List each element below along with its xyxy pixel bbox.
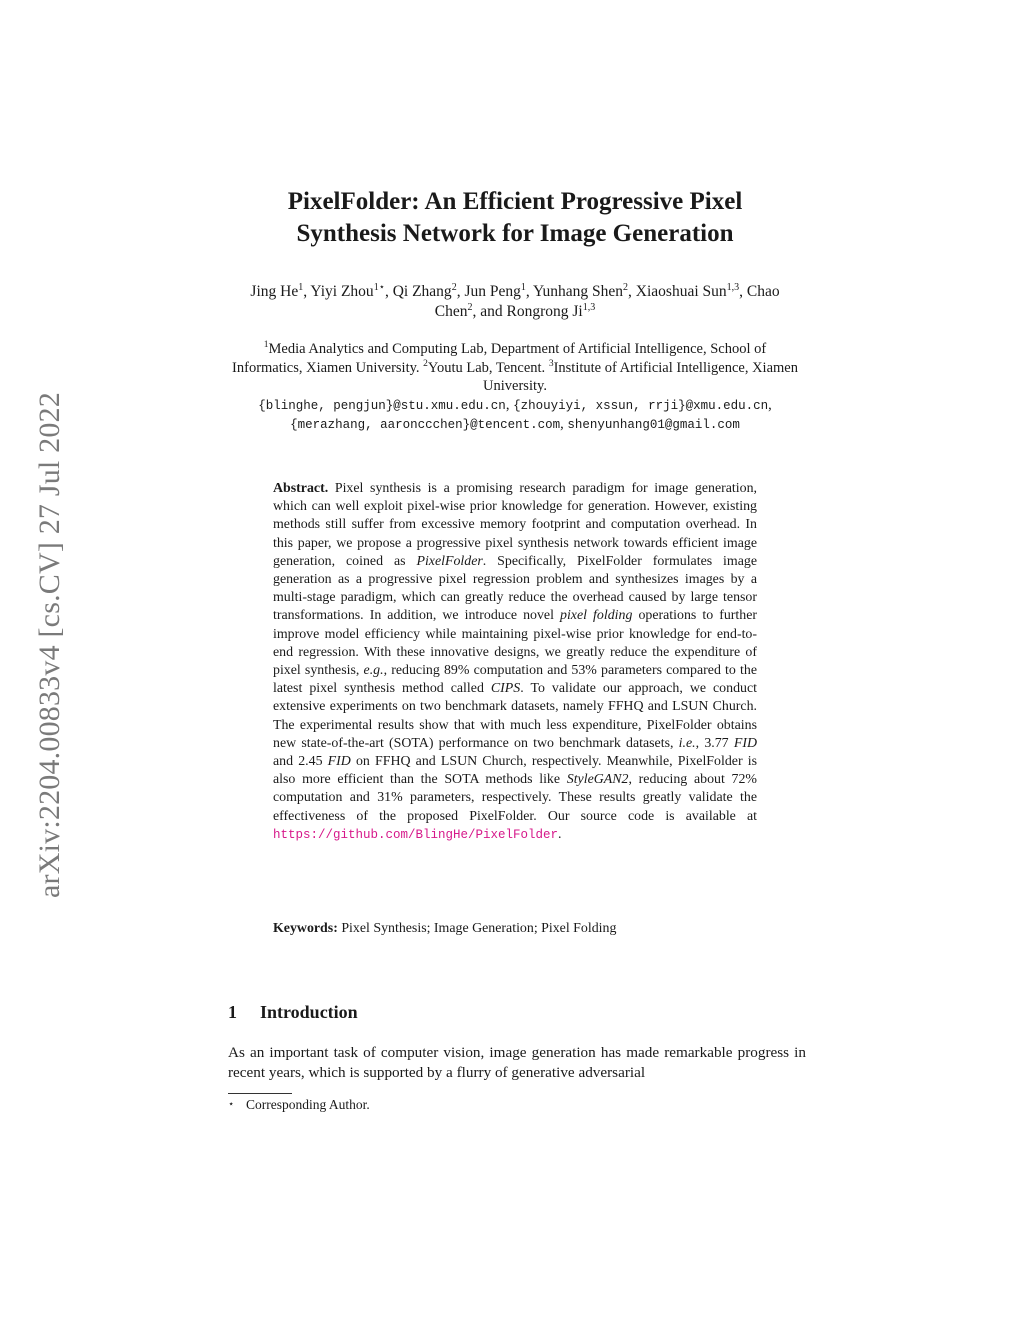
abstract-emphasis: StyleGAN2 bbox=[566, 772, 629, 788]
arxiv-identifier-stamp: arXiv:2204.00833v4 [cs.CV] 27 Jul 2022 bbox=[33, 392, 66, 898]
author-affil-mark: 2 bbox=[467, 301, 473, 313]
section-heading bbox=[228, 1000, 802, 1024]
affiliation-mark: 1 bbox=[263, 340, 269, 351]
paper-title-line-1: PixelFolder: An Efficient Progressive Pixel bbox=[287, 188, 743, 215]
footnote-text: Corresponding Author. bbox=[246, 1097, 370, 1112]
affiliations-block: $^1$Media Analytics and Computing Lab, Department of Artificial Intelligence, School of Informatics, Xiamen University. $^2$Youtu Lab, Tencent. $^3$Institute of Artificial Intelligence, Xiamen University. {blinghe, pengjun}@stu.xmu.edu.cn, {zhouyiyi, xssun, rrji}@xmu.edu.cn, {merazhang, aaronccchen}@tencent.com, shenyunhang01@gmail.com bbox=[232, 340, 798, 432]
email-address[interactable]: {zhouyiyi, xssun, rrji}@xmu.edu.cn bbox=[513, 398, 769, 413]
abstract-emphasis: pixel folding bbox=[560, 608, 633, 624]
affiliation-mark: 3 bbox=[548, 358, 554, 369]
author-list: Jing He$^1$, Yiyi Zhou$^{1⋆}$, Qi Zhang$^2$, Jun Peng$^1$, Yunhang Shen$^2$, Xiaoshuai Sun$^{1,3}$, Chao Chen$^2$, and Rongrong Ji$^{1,3}$ bbox=[250, 281, 780, 320]
author-affil-mark: 1,3 bbox=[726, 281, 740, 293]
abstract-text: , 3.77 bbox=[695, 735, 729, 751]
abstract-emphasis: FID bbox=[733, 735, 757, 751]
author-name: Chao Chen bbox=[434, 283, 780, 320]
abstract-text: . bbox=[558, 826, 562, 842]
abstract-text: , reducing about 72% computation and 31% parameters, respectively. These results greatly validate the effectiveness of the proposed PixelFolder. Our source code is available at bbox=[273, 772, 757, 824]
section-title: Introduction bbox=[260, 1002, 358, 1022]
abstract-emphasis: i.e. bbox=[678, 735, 696, 751]
paper-title bbox=[228, 186, 802, 250]
abstract-emphasis: e.g. bbox=[363, 663, 384, 679]
author-name: Yunhang Shen bbox=[533, 283, 624, 300]
abstract-emphasis: CIPS bbox=[490, 681, 521, 697]
email-address[interactable]: {merazhang, aaronccchen}@tencent.com bbox=[290, 418, 561, 432]
author-name: Qi Zhang bbox=[392, 283, 452, 300]
keywords-line bbox=[273, 920, 757, 938]
affiliation-mark: 2 bbox=[423, 358, 428, 369]
abstract-emphasis: PixelFolder bbox=[416, 553, 483, 569]
author-affil-mark: 1,3 bbox=[582, 301, 596, 313]
abstract-text: . Specifically, PixelFolder formulates image generation as a progressive pixel regression problem and synthesizes images by a multi-stage paradigm, which can greatly reduce the overhead caused by large tensor transformations. In addition, we introduce novel bbox=[273, 553, 757, 624]
introduction-paragraph: As an important task of computer vision, image generation has made remarkable progress in recent years, which is supported by a flurry of generative adversarial bbox=[228, 1044, 806, 1081]
keywords-label: Keywords: bbox=[273, 921, 338, 936]
abstract-paragraph bbox=[273, 480, 757, 844]
author-name: Jun Peng bbox=[464, 283, 521, 300]
footnote-rule bbox=[228, 1093, 292, 1094]
keywords-text: Pixel Synthesis; Image Generation; Pixel Folding bbox=[341, 921, 617, 936]
author-name: Yiyi Zhou bbox=[310, 283, 374, 300]
affiliation-2: Youtu Lab, Tencent. bbox=[427, 359, 546, 376]
paper-title-line-2: Synthesis Network for Image Generation bbox=[296, 220, 734, 247]
email-address[interactable]: shenyunhang01@gmail.com bbox=[567, 418, 740, 432]
author-name: Rongrong Ji bbox=[506, 303, 583, 320]
abstract-label: Abstract. bbox=[273, 481, 329, 496]
section-number: 1 bbox=[228, 1002, 237, 1022]
abstract-text: on FFHQ and LSUN Church, respectively. Meanwhile, PixelFolder is also more efficient than the SOTA methods like bbox=[273, 754, 757, 788]
abstract-text: and 2.45 bbox=[273, 754, 323, 770]
abstract-emphasis: FID bbox=[327, 754, 351, 770]
author-affil-mark: 1 bbox=[298, 281, 304, 293]
author-name: Jing He bbox=[250, 283, 299, 300]
email-address[interactable]: {blinghe, pengjun}@stu.xmu.edu.cn bbox=[258, 398, 506, 413]
author-affil-mark: 2 bbox=[623, 281, 629, 293]
author-affil-mark: 2 bbox=[451, 281, 457, 293]
author-affil-mark: 1⋆ bbox=[373, 281, 385, 293]
abstract-text: Pixel synthesis is a promising research paradigm for image generation, which can well exploit pixel-wise prior knowledge for generation. However, existing methods still suffer from excessive memory footprint and computation overhead. In this paper, we propose a progressive pixel synthesis network towards efficient image generation, coined as bbox=[273, 481, 757, 569]
abstract-text: operations to further improve model efficiency while maintaining pixel-wise prior knowledge for end-to-end regression. With these innovative designs, we greatly reduce the expenditure of pixel synthesis, bbox=[273, 608, 757, 679]
footnote-mark: ⋆ bbox=[228, 1099, 235, 1110]
affiliation-1: Media Analytics and Computing Lab, Department of Artificial Intelligence, School of Informatics, Xiamen University. bbox=[232, 341, 767, 376]
author-affil-mark: 1 bbox=[520, 281, 526, 293]
abstract-text: . To validate our approach, we conduct extensive experiments on two benchmark datasets, namely FFHQ and LSUN Church. The experimental results show that with much less expenditure, PixelFolder obtains new state-of-the-art (SOTA) performance on two benchmark datasets, bbox=[273, 681, 757, 751]
footnote bbox=[228, 1096, 802, 1114]
affiliation-3: Institute of Artificial Intelligence, Xiamen University. bbox=[483, 359, 798, 394]
abstract-text: , reducing 89% computation and 53% parameters compared to the latest pixel synthesis method called bbox=[273, 663, 757, 697]
source-code-link[interactable]: https://github.com/BlingHe/PixelFolder bbox=[273, 827, 559, 842]
author-name: Xiaoshuai Sun bbox=[635, 283, 727, 300]
